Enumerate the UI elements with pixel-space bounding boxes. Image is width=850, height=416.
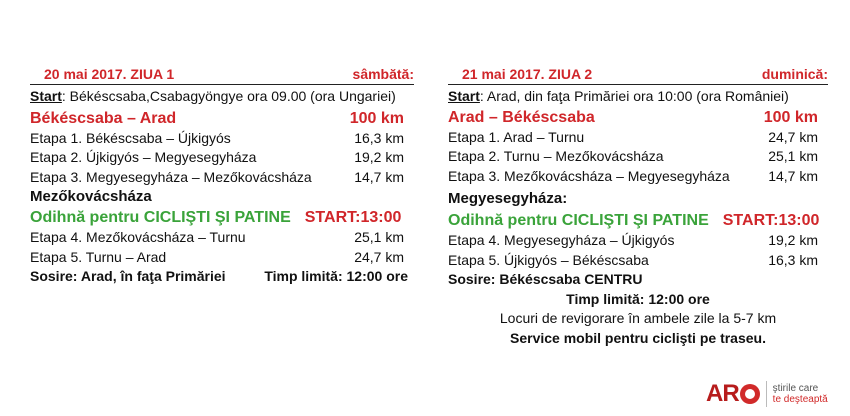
stage-row: [448, 231, 828, 251]
stage-distance: 25,1 km: [354, 229, 404, 245]
stage-distance: 16,3 km: [768, 251, 818, 268]
stage-row: [30, 248, 414, 268]
day2-rest-text: Odihnă pentru CICLIŞTI ŞI PATINE: [448, 212, 709, 229]
day2-rest-start: START:13:00: [722, 212, 820, 229]
stage-name: Etapa 3. Megyesegyháza – Mezőkovácsháza: [30, 168, 312, 185]
stage-row: [30, 228, 414, 248]
stage-name: Etapa 4. Mezőkovácsháza – Turnu: [30, 229, 246, 245]
stage-distance: 14,7 km: [768, 167, 818, 184]
stage-distance: 16,3 km: [354, 129, 404, 146]
logo-q-icon: [740, 384, 760, 404]
day1-header: [30, 66, 414, 85]
day1-weekday: sâmbătă:: [352, 66, 414, 82]
day1-column: [30, 66, 414, 287]
stage-distance: 19,2 km: [354, 149, 404, 165]
day1-route-distance: 100 km: [349, 109, 404, 127]
stage-name: Etapa 5. Újkigyós – Békéscsaba: [448, 251, 649, 268]
day2-start-label: Start: [448, 88, 480, 104]
day1-date: 20 mai 2017. ZIUA 1: [44, 66, 175, 82]
day2-weekday: duminică:: [761, 66, 828, 82]
day2-header: [448, 66, 828, 85]
stage-name: Etapa 5. Turnu – Arad: [30, 248, 167, 265]
day1-route: [30, 108, 414, 129]
day2-start-text: : Arad, din faţa Primăriei ora 10:00 (ora României): [479, 88, 789, 104]
stage-distance: 25,1 km: [768, 148, 818, 164]
day2-note-service: Service mobil pentru ciclişti pe traseu.: [510, 329, 766, 346]
logo-brand: AR: [706, 380, 739, 407]
day2-route-distance: 100 km: [763, 108, 818, 126]
day2-route: [448, 107, 828, 128]
day1-rest-text: Odihnă pentru CICLIŞTI ŞI PATINE: [30, 209, 291, 226]
day1-rest-start: START:13:00: [304, 209, 402, 226]
day1-rest: [30, 207, 414, 228]
day1-arrival: Sosire: Arad, în faţa Primăriei: [30, 268, 226, 284]
day1-time-limit: Timp limită: 12:00 ore: [264, 268, 408, 284]
stage-name: Etapa 1. Arad – Turnu: [448, 128, 585, 145]
stage-distance: 24,7 km: [768, 128, 818, 145]
logo-divider: [766, 381, 767, 407]
logo-tagline: [773, 383, 828, 405]
day1-stop: Mezőkovácsháza: [30, 188, 152, 205]
day2-arrival: Sosire: Békéscsaba CENTRU: [448, 271, 643, 287]
day2-note-refresh: Locuri de revigorare în ambele zile la 5-7 km: [499, 310, 777, 326]
day2-stop: Megyesegyháza:: [448, 190, 568, 207]
day1-start-text: : Békéscsaba,Csabagyöngye ora 09.00 (ora Ungariei): [61, 88, 396, 104]
day2-start: [448, 87, 828, 107]
day2-column: [448, 66, 828, 348]
stage-row: [30, 148, 414, 168]
stage-name: Etapa 3. Mezőkovácsháza – Megyesegyháza: [448, 167, 730, 184]
stage-row: [448, 251, 828, 271]
day2-route-name: Arad – Békéscsaba: [448, 108, 595, 126]
day2-time-limit: Timp limită: 12:00 ore: [566, 290, 710, 307]
stage-distance: 14,7 km: [354, 168, 404, 185]
stage-name: Etapa 1. Békéscsaba – Újkigyós: [30, 129, 231, 146]
stage-name: Etapa 2. Újkigyós – Megyesegyháza: [30, 149, 257, 165]
arq-logo: [706, 380, 828, 408]
logo-tagline-1: ştirile care: [772, 383, 819, 394]
day2-date: 21 mai 2017. ZIUA 2: [462, 66, 593, 82]
stage-row: [30, 168, 414, 188]
stage-distance: 19,2 km: [768, 232, 818, 248]
stage-row: [448, 167, 828, 187]
day1-start-label: Start: [30, 88, 62, 104]
stage-row: [30, 129, 414, 149]
stage-row: [448, 147, 828, 167]
stage-row: [448, 128, 828, 148]
day1-arrival-row: [30, 267, 414, 287]
stage-name: Etapa 4. Megyesegyháza – Újkigyós: [448, 232, 675, 248]
day2-rest: [448, 210, 828, 231]
stage-name: Etapa 2. Turnu – Mezőkovácsháza: [448, 148, 664, 164]
logo-tagline-2: te deşteaptă: [772, 394, 828, 405]
day1-start: [30, 87, 414, 107]
stage-distance: 24,7 km: [354, 248, 404, 265]
logo-mark: [706, 380, 760, 408]
day1-route-name: Békéscsaba – Arad: [30, 109, 177, 127]
